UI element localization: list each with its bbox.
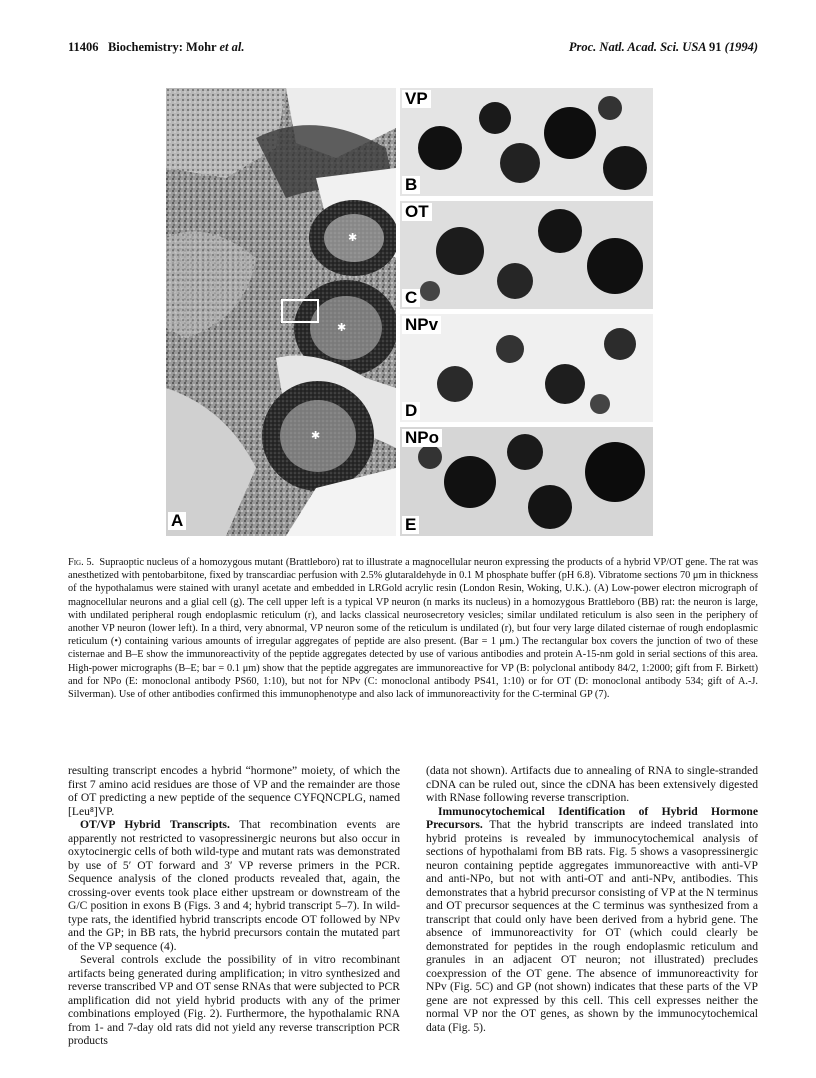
- panel-antibody-ot: OT: [402, 203, 432, 221]
- panel-antibody-npv: NPv: [402, 316, 441, 334]
- micrograph-panel-vp: [400, 88, 653, 196]
- page-number: 11406: [68, 40, 99, 54]
- journal-volume: 91: [709, 40, 722, 54]
- micrograph-panel-a: [166, 88, 396, 536]
- panel-label-b: B: [402, 176, 420, 194]
- micrograph-panel-npo: [400, 427, 653, 536]
- journal-name: Proc. Natl. Acad. Sci. USA: [568, 40, 710, 54]
- micrograph-panel-npv: [400, 314, 653, 422]
- running-title: Biochemistry: Mohr: [107, 40, 220, 54]
- caption-text: Supraoptic nucleus of a homozygous mutant (Brattleboro) rat to illustrate a magnocellular neuron expressing the products of a hybrid VP/OT gene. The rat was anesthetized with pentobarbitone, fixed by transcardiac perfusion with 2.5% glutaraldehyde in 0.1 M phosphate buffer (pH 6.8). Vibratome sections 70 μm in thickness of the hypothalamus were stained with uranyl acetate and embedded in LRGold acrylic resin (London Resin, Woking, U.K.). (A) Low-power electron micrograph of magnocellular neurons and a glial cell (g). The cell upper left is a typical VP neuron (n marks its nucleus) in a homozygous Brattleboro (BB) rat: the neuron is large, with undilated peripheral rough endoplasmic reticulum (r), and lacks classical neurosecretory vesicles; similar undilated reticulum is also seen in the periphery of another VP neuron (lower left). In a third, very abnormal, VP neuron some of the reticulum is undilated (r), but four very large dilated cisternae of rough endoplasmic reticulum (•) containing various amounts of irregular aggregates of peptide are also present. (Bar = 1 μm.) The rectangular box covers the junction of two of these cisternae and B–E show the immunoreactivity of the peptide aggregates detected by use of various antibodies and protein A-15-nm gold in serial sections of this area. High-power micrographs (B–E; bar = 0.1 μm) show that the peptide aggregates are immunoreactive for VP (B: polyclonal antibody 84/2, 1:2000; gift from F. Birkett) and for NPo (E: monoclonal antibody PS60, 1:10), but not for NPv (C: monoclonal antibody PS41, 1:10) or for OT (D: monoclonal antibody 534; gift of A.-J. Silverman). Use of other antibodies confirmed this immunophenotype and also lack of immunoreactivity for the C-terminal GP (7).: [68, 557, 758, 701]
- paragraph: Several controls exclude the possibility of in vitro recombinant artifacts being generated during amplification; in vitro synthesized and reverse transcribed VP and OT sense RNAs that were subjected to PCR amplification did not yield hybrid products with any of the primer combinations employed (Fig. 2). Furthermore, the hypothalamic RNA from 1- and 7-day old rats did not yield any reverse transcription PCR products: [68, 953, 400, 1047]
- paragraph-text: That recombination events are apparently not restricted to vasopressinergic neurons but also occur in oxytocinergic cells of both wild-type and mutant rats was demonstrated by use of 5′ OT forward and 3′ VP reverse primers in the PCR. Sequence analysis of the cloned products revealed that, again, the crossing-over events took place either upstream or downstream of the G/C position in exons B (Figs. 3 and 4; hybrid transcript 5–7). In wild-type rats, the identified hybrid transcripts encode OT followed by NPv and the GP; in BB rats, the hybrid precursors contain the mutated part of the VP sequence (4).: [68, 818, 400, 953]
- paragraph: [68, 818, 400, 953]
- paragraph: (data not shown). Artifacts due to annealing of RNA to single-stranded cDNA can be ruled out, since the cDNA has been extensively digested with RNase following reverse transcription.: [426, 764, 758, 804]
- micrograph-panel-ot: [400, 201, 653, 309]
- svg-text:✱: ✱: [311, 429, 321, 442]
- micrograph-b-image: [400, 88, 653, 196]
- journal-year: (1994): [721, 40, 758, 54]
- running-header: [68, 40, 758, 56]
- section-heading: OT/VP Hybrid Transcripts.: [80, 818, 230, 831]
- svg-text:✱: ✱: [348, 231, 358, 244]
- figure-caption: [68, 556, 758, 701]
- figure-5: [166, 88, 653, 536]
- caption-figure-label: Fig. 5.: [68, 557, 95, 568]
- micrograph-a-image: [166, 88, 396, 536]
- body-column-left: [68, 764, 400, 1048]
- panel-label-c: C: [402, 289, 420, 307]
- panel-label-e: E: [402, 516, 419, 534]
- paragraph-text: That the hybrid transcripts are indeed translated into hybrid proteins is revealed by immunocytochemical analysis of sections of hypothalami from BB rats. Fig. 5 shows a vasopressinergic neuron containing peptide aggregates immunoreactive with anti-VP and anti-NPo, but not with anti-OT and anti-NPv, antibodies. This demonstrates that a hybrid precursor consisting of VP at the N terminus and OT precursor sequences at the C terminus was synthesized from a transcript that could only have been derived from a hybrid gene. The absence of immunoreactivity for OT (which could clearly be demonstrated for peptides in the rough endoplasmic reticulum and granules in an adjacent OT neuron; not illustrated) precludes coexpression of the OT gene. The absence of immunoreactivity for NPv (Fig. 5C) and GP (not shown) indicates that these parts of the VP gene are not expressed by this cell. This cell expresses neither the normal VP nor the OT genes, as shown by the immunocytochemical data (Fig. 5).: [426, 818, 758, 1034]
- panel-label-a: A: [168, 512, 186, 530]
- header-left: [68, 40, 245, 55]
- svg-text:✱: ✱: [337, 321, 347, 334]
- micrograph-c-image: [400, 201, 653, 309]
- running-title-etal: et al.: [219, 40, 245, 54]
- paragraph: resulting transcript encodes a hybrid “hormone” moiety, of which the first 7 amino acid residues are those of VP and the remainder are those of OT predicting a new peptide of the sequence CYFQNCPLG, named [Leu⁸]VP.: [68, 764, 400, 818]
- panel-antibody-npo: NPo: [402, 429, 442, 447]
- journal-citation: [569, 40, 758, 55]
- section-heading: Immunocytochemical Identification of Hybrid Hormone Precursors.: [426, 804, 758, 831]
- panel-antibody-vp: VP: [402, 90, 431, 108]
- body-column-right: [426, 764, 758, 1034]
- paragraph: [426, 805, 758, 1035]
- panel-label-d: D: [402, 402, 420, 420]
